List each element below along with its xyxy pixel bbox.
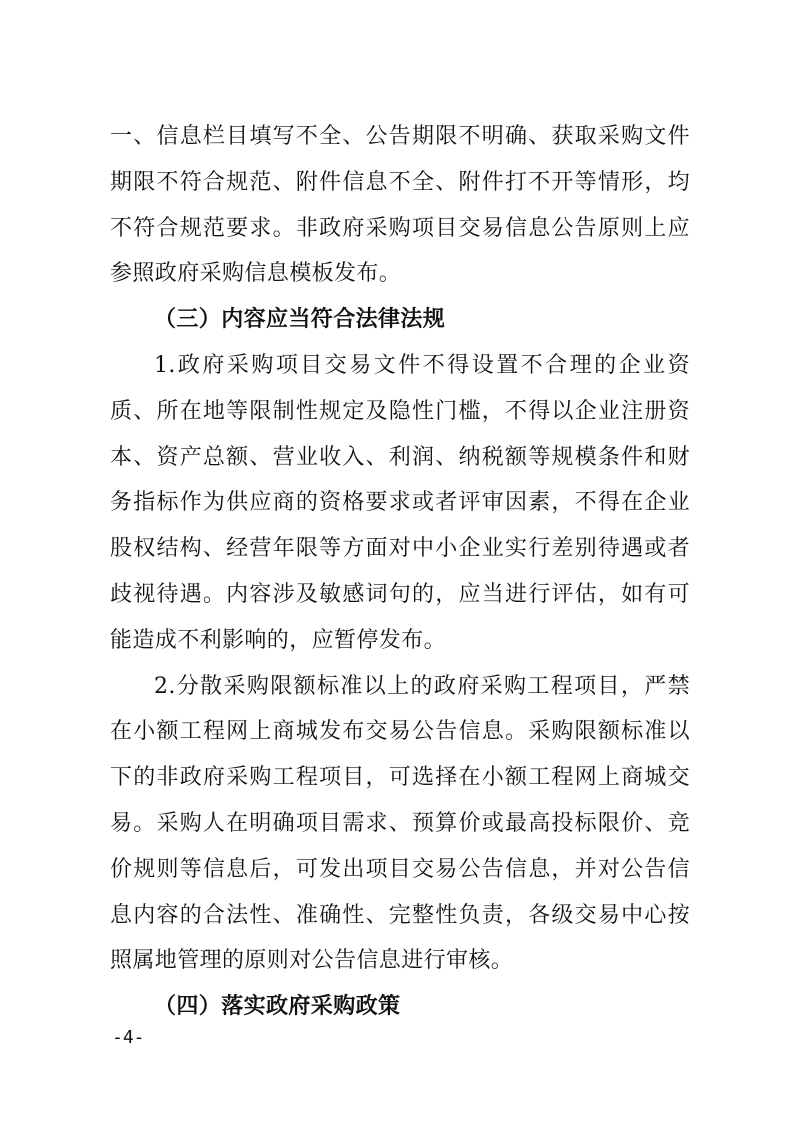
paragraph-item-2: 2.分散采购限额标准以上的政府采购工程项目，严禁在小额工程网上商城发布交易公告信息。采购限额标准以下的非政府采购工程项目，可选择在小额工程网上商城交易。采购人在明确项目需求、预算价或最高投标限价、竞价规则等信息后，可发出项目交易公告信息，并对公告信息内容的合法性、准确性、完整性负责，各级交易中心按照属地管理的原则对公告信息进行审核。: [110, 673, 690, 974]
section-heading-4: （四）落实政府采购政策: [154, 993, 401, 1020]
paragraph-continuation: 一、信息栏目填写不全、公告期限不明确、获取采购文件期限不符合规范、附件信息不全、附件打不开等情形，均不符合规范要求。非政府采购项目交易信息公告原则上应参照政府采购信息模板发布。: [110, 124, 690, 287]
document-body: [110, 114, 690, 1030]
section-heading-3: （三）内容应当符合法律法规: [154, 306, 446, 333]
page-number: -4-: [112, 1027, 145, 1048]
paragraph-item-1: 1.政府采购项目交易文件不得设置不合理的企业资质、所在地等限制性规定及隐性门槛，不得以企业注册资本、资产总额、营业收入、利润、纳税额等规模条件和财务指标作为供应商的资格要求或者评审因素，不得在企业股权结构、经营年限等方面对中小企业实行差别待遇或者歧视待遇。内容涉及敏感词句的，应当进行评估，如有可能造成不利影响的，应暂停发布。: [110, 352, 690, 653]
